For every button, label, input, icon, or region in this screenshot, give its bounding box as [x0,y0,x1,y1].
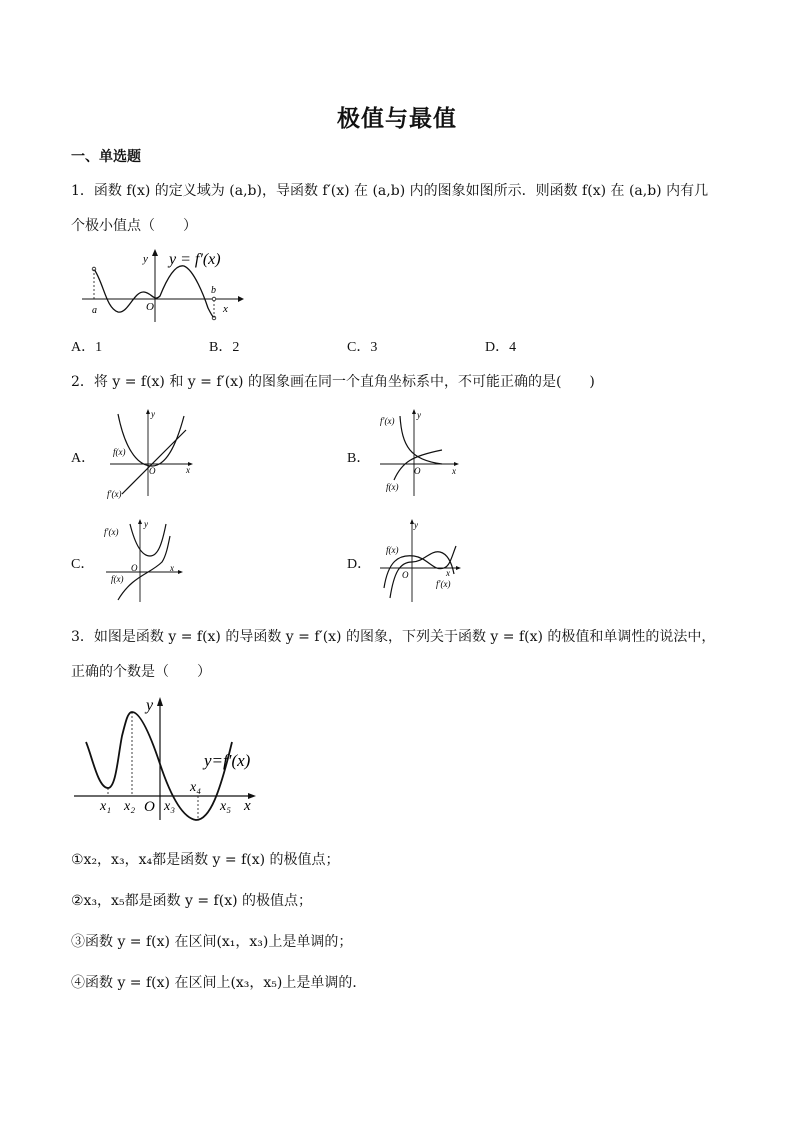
q2a-label-fx: f(x) [113,447,126,457]
q2-stem: 2．将 y = f(x) 和 y = f′(x) 的图象画在同一个直角坐标系中，不可能正确的是( ) [71,374,595,390]
q2a-curve-fx [118,414,184,466]
q1-label-x: x [223,303,228,315]
q1-stem-line1: 1．函数 f(x) 的定义域为 (a,b)，导函数 f′(x) 在 (a,b) 内的图象如图所示．则函数 f(x) 在 (a,b) 内有几 [71,183,709,199]
page-title: 极值与最值 [337,106,457,132]
q1-curve [94,266,214,318]
svg-text:O: O [131,563,138,573]
q3-label-x4: x₄ [190,780,202,795]
q3-statement-2: ②x₃，x₅都是函数 y = f(x) 的极值点； [71,893,313,909]
q3-label-x5: x₅ [220,799,232,814]
q3-label-x: x [244,798,251,814]
svg-text:x: x [446,568,450,578]
svg-text:x: x [170,563,174,573]
q1-option-d[interactable]: D．4 [485,340,517,355]
svg-text:O: O [414,466,421,476]
q1-derivative-graph [80,246,250,324]
q1-option-c[interactable]: C．3 [347,340,378,355]
q1-label-o: O [146,301,154,313]
q1-option-b[interactable]: B．2 [209,340,240,355]
q3-statement-3: ③函数 y = f(x) 在区间(x₁，x₃)上是单调的； [71,934,353,950]
q2b-label-fx: f(x) [386,482,399,492]
q3-label-x2: x₂ [124,799,136,814]
q2-option-b-label[interactable]: B． [347,451,371,466]
q2-option-a-label[interactable]: A． [71,451,96,466]
q2b-label-fpx: f′(x) [380,416,395,426]
q3-label-x1: x₁ [100,799,112,814]
q2-option-d-label[interactable]: D． [347,557,372,572]
q2-graph-b [376,406,466,500]
q3-stem-line1: 3．如图是函数 y = f(x) 的导函数 y = f′(x) 的图象，下列关于函数 y = f(x) 的极值和单调性的说法中， [71,629,716,645]
svg-text:x: x [452,466,456,476]
svg-text:y: y [151,409,155,419]
q1-curve-label: y = f′(x) [169,251,221,268]
q3-derivative-graph [70,692,266,824]
q2-graph-a [104,406,200,500]
q1-label-y: y [143,253,148,265]
q2d-label-fpx: f′(x) [436,579,451,589]
q2-graph-c [104,516,194,604]
q3-y-arrow [157,697,163,706]
svg-text:O: O [402,570,409,580]
svg-text:y: y [417,410,421,420]
q1-x-arrow [238,296,244,302]
q1-option-a[interactable]: A．1 [71,340,103,355]
q3-label-o: O [144,799,155,815]
q2c-curve-fx [118,536,170,600]
section-heading: 一、单选题 [71,149,141,165]
svg-text:y: y [414,520,418,530]
q2c-label-fx: f(x) [111,574,124,584]
q1-y-arrow [152,249,158,256]
q2-graph-d [378,516,474,604]
q2d-label-fx: f(x) [386,545,399,555]
q1-label-a: a [92,305,97,316]
q1-label-b: b [211,285,216,296]
q1-stem-line2: 个极小值点（ ） [71,218,197,234]
q2c-curve-fpx [130,524,166,556]
svg-text:O: O [149,466,156,476]
q3-statement-1: ①x₂，x₃，x₄都是函数 y = f(x) 的极值点； [71,852,340,868]
q2c-label-fpx: f′(x) [104,527,119,537]
q3-statement-4: ④函数 y = f(x) 在区间上(x₃，x₅)上是单调的． [71,975,367,991]
q2d-curve-fpx [390,552,454,598]
q1-marker-b [212,297,216,301]
q2-option-c-label[interactable]: C． [71,557,95,572]
q2a-line-fpx [122,430,186,494]
svg-text:x: x [186,465,190,475]
svg-text:y: y [144,519,148,529]
q3-label-x3: x₃ [164,799,176,814]
q2b-curve-fpx [400,416,442,464]
q2a-label-fpx: f′(x) [107,489,122,499]
q3-label-y: y [146,697,154,714]
q3-stem-line2: 正确的个数是（ ） [71,664,211,680]
q3-curve-label: y=f′(x) [204,751,251,770]
